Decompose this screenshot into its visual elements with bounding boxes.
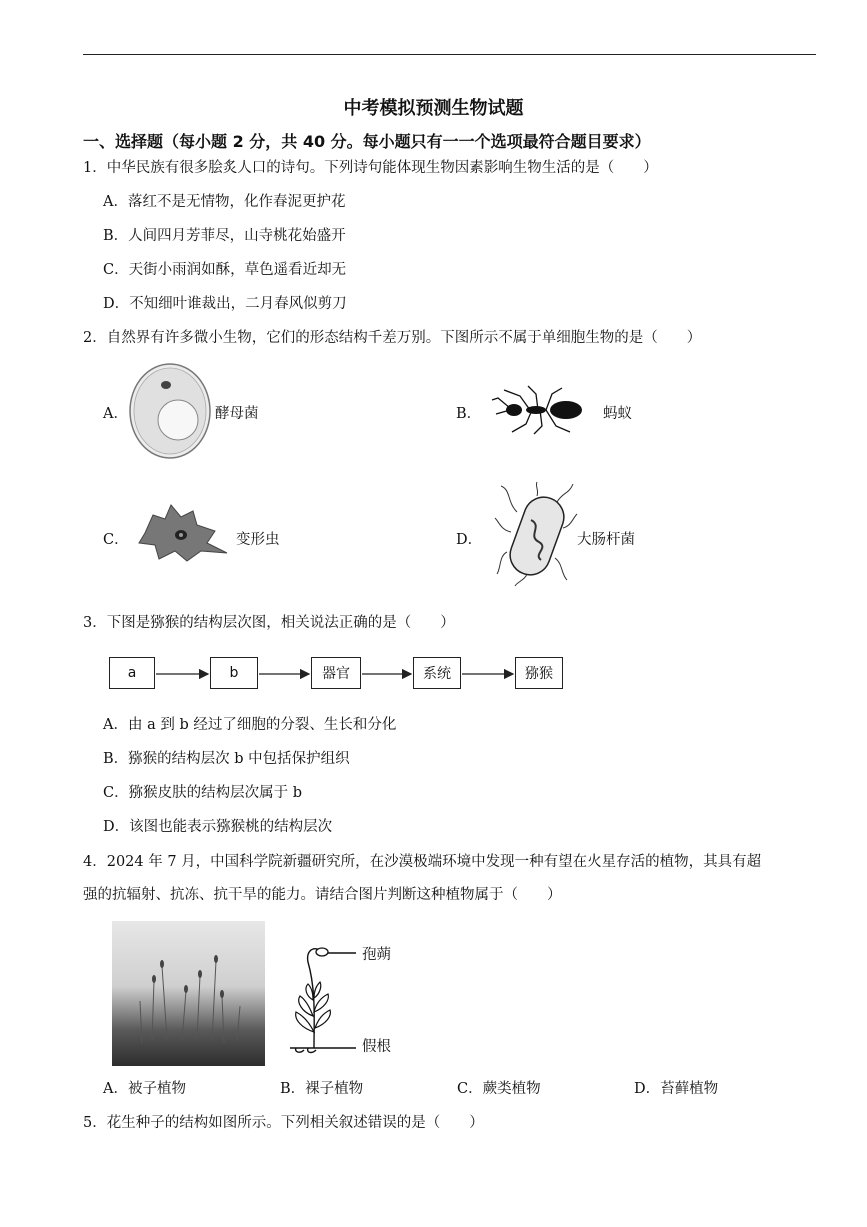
q1-option-b[interactable]: B．人间四月芳菲尽，山寺桃花始盛开 <box>103 228 346 244</box>
flow-box-system: 系统 <box>413 657 461 689</box>
moss-photo <box>112 921 265 1066</box>
flow-box-a: a <box>109 657 155 689</box>
q2-name-c: 变形虫 <box>236 532 280 548</box>
q5-stem: 5．花生种子的结构如图所示。下列相关叙述错误的是（ ） <box>83 1115 484 1131</box>
section-heading: 一、选择题（每小题 2 分，共 40 分。每小题只有一一个选项最符合题目要求） <box>83 132 651 151</box>
q4-option-c[interactable]: C．蕨类植物 <box>457 1081 541 1097</box>
q1-option-a[interactable]: A．落红不是无情物，化作春泥更护花 <box>103 194 346 210</box>
q1-stem: 1．中华民族有很多脍炙人口的诗句。下列诗句能体现生物因素影响生物生活的是（ ） <box>83 160 658 176</box>
q2-name-a: 酵母菌 <box>215 406 259 422</box>
q2-option-d-letter[interactable]: D． <box>456 532 483 548</box>
q3-stem: 3．下图是猕猴的结构层次图，相关说法正确的是（ ） <box>83 615 455 631</box>
q3-option-c[interactable]: C．猕猴皮肤的结构层次属于 b <box>103 785 302 801</box>
flow-box-b: b <box>210 657 258 689</box>
q3-option-d[interactable]: D．该图也能表示猕猴桃的结构层次 <box>103 819 333 835</box>
q2-name-b: 蚂蚁 <box>603 406 632 422</box>
q2-stem: 2．自然界有许多微小生物，它们的形态结构千差万别。下图所示不属于单细胞生物的是（ ） <box>83 330 702 346</box>
q2-option-a-letter[interactable]: A． <box>103 406 128 422</box>
q4-option-d[interactable]: D．苔藓植物 <box>634 1081 719 1097</box>
rhizoid-label: 假根 <box>362 1039 391 1055</box>
capsule-label: 孢蒴 <box>362 947 391 963</box>
q2-option-c-letter[interactable]: C． <box>103 532 129 548</box>
q4-stem-line2: 强的抗辐射、抗冻、抗干旱的能力。请结合图片判断这种植物属于（ ） <box>83 887 562 903</box>
page-title: 中考模拟预测生物试题 <box>343 98 524 119</box>
q2-name-d: 大肠杆菌 <box>577 532 635 548</box>
q3-option-b[interactable]: B．猕猴的结构层次 b 中包括保护组织 <box>103 751 350 767</box>
q2-option-b-letter[interactable]: B． <box>456 406 482 422</box>
q1-option-d[interactable]: D．不知细叶谁裁出，二月春风似剪刀 <box>103 296 347 312</box>
q4-stem-line1: 4．2024 年 7 月，中国科学院新疆研究所，在沙漠极端环境中发现一种有望在火星存活的植物，其具有超 <box>83 854 762 870</box>
q1-option-c[interactable]: C．天街小雨润如酥，草色遥看近却无 <box>103 262 347 278</box>
flow-box-organ: 器官 <box>311 657 361 689</box>
flow-box-macaque: 猕猴 <box>515 657 563 689</box>
q4-option-b[interactable]: B．裸子植物 <box>280 1081 364 1097</box>
q4-option-a[interactable]: A．被子植物 <box>103 1081 186 1097</box>
q3-option-a[interactable]: A．由 a 到 b 经过了细胞的分裂、生长和分化 <box>103 717 397 733</box>
